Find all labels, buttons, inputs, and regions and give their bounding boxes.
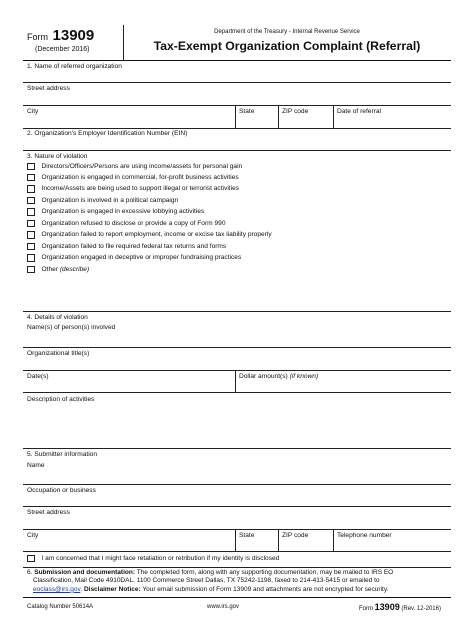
checkbox[interactable] [27, 197, 35, 205]
ein-field[interactable] [23, 129, 451, 150]
submitter-state-field[interactable] [236, 530, 278, 551]
footer-revision: (Rev. 12-2016) [401, 606, 441, 612]
checkbox[interactable] [27, 231, 35, 239]
submitter-city-field[interactable] [23, 530, 235, 551]
email-period: . [80, 585, 83, 593]
catalog-number: Catalog Number 50614A [27, 604, 94, 610]
description-field[interactable] [23, 405, 451, 447]
org-zip-label: ZIP code [282, 108, 309, 115]
checkbox[interactable] [27, 174, 35, 182]
option-label: Organization engaged in deceptive or improper fundraising practices [41, 254, 242, 262]
dollar-amount-note: (if known) [289, 373, 319, 380]
section6-number: 6. [27, 569, 33, 576]
org-street-label: Street address [27, 85, 70, 92]
submission-line-1 [27, 569, 449, 577]
org-street-field[interactable] [23, 83, 451, 105]
dollar-amount-text: Dollar amount(s) [239, 373, 288, 380]
option-label: Organization is engaged in commercial, for-profit business activities [41, 173, 239, 181]
option-label: Organization failed to file required federal tax returns and forms [41, 242, 227, 250]
telephone-field[interactable] [334, 530, 451, 551]
checkbox[interactable] [27, 163, 35, 171]
dollar-amount-field[interactable] [236, 371, 451, 392]
option-label: Organization failed to report employment, income or excise tax liability properly [41, 231, 272, 239]
disclaimer-text: Your email submission of Form 13909 and attachments are not encrypted for security. [142, 585, 389, 593]
org-city-field[interactable] [23, 106, 235, 128]
other-describe-hint: (describe) [59, 265, 90, 273]
dates-field[interactable] [23, 371, 235, 392]
irs-form-13909 [23, 25, 451, 621]
submission-text-1: The completed form, along with any supporting documentation, may be mailed to IRS EO [136, 569, 394, 576]
submission-heading: Submission and documentation: [34, 569, 135, 576]
description-label: Description of activities [27, 396, 95, 403]
org-name-label: 1. Name of referred organization [27, 63, 122, 70]
checkbox[interactable] [27, 220, 35, 228]
violation-option-tax-liability[interactable] [27, 231, 272, 240]
submitter-street-field[interactable] [23, 507, 451, 529]
submission-notes [27, 569, 449, 594]
checkbox[interactable] [27, 555, 35, 563]
checkbox[interactable] [27, 185, 35, 193]
org-state-field[interactable] [236, 106, 278, 128]
form-title: Tax-Exempt Organization Complaint (Referral) [153, 39, 421, 53]
occupation-field[interactable] [23, 485, 451, 506]
other-description-field[interactable] [23, 277, 451, 310]
form-number: 13909 [52, 27, 95, 44]
dates-label: Date(s) [27, 373, 49, 380]
violation-option-other[interactable] [27, 265, 89, 274]
form-date: (December 2016) [35, 46, 90, 53]
submission-line-2 [27, 577, 449, 585]
option-label: Organization refused to disclose or provide a copy of Form 990 [41, 219, 226, 227]
submitter-name-label: Name [27, 462, 45, 469]
org-city-label: City [27, 108, 39, 115]
org-titles-label: Organizational title(s) [27, 350, 90, 357]
violation-option-political[interactable] [27, 196, 178, 205]
violation-option-form-990[interactable] [27, 219, 226, 228]
submission-text-2: Classification, Mail Code 4910DAL, 1100 Commerce Street Dallas, TX 75242-1198, faxed to 214-413-5415 or emailed to [33, 577, 380, 585]
website: www.irs.gov [207, 604, 240, 610]
checkbox[interactable] [27, 243, 35, 251]
other-label: Other [41, 265, 58, 273]
persons-involved-field[interactable] [23, 332, 451, 347]
violation-option-personal-gain[interactable] [27, 162, 242, 171]
form-label [27, 27, 94, 44]
email-link[interactable]: eoclass@irs.gov [33, 585, 81, 593]
details-section-title: 4. Details of violation [27, 314, 88, 321]
ein-label: 2. Organization's Employer Identification Number (EIN) [27, 130, 188, 137]
telephone-label: Telephone number [337, 532, 392, 539]
violation-option-lobbying[interactable] [27, 208, 204, 217]
org-zip-field[interactable] [279, 106, 333, 128]
option-label: Organization is involved in a political campaign [41, 196, 179, 204]
option-label: Income/Assets are being used to support illegal or terrorist activities [41, 185, 240, 193]
disclaimer-heading: Disclaimer Notice: [83, 585, 141, 593]
form-word: Form [27, 32, 48, 42]
violation-option-returns[interactable] [27, 242, 226, 251]
submitter-name-field[interactable] [23, 470, 451, 484]
occupation-label: Occupation or business [27, 487, 96, 494]
submitter-city-label: City [27, 532, 39, 539]
submitter-zip-label: ZIP code [282, 532, 309, 539]
checkbox[interactable] [27, 208, 35, 216]
violation-option-illegal[interactable] [27, 185, 239, 194]
submission-line-3 [27, 586, 449, 594]
option-label: Organization is engaged in excessive lobbying activities [41, 208, 205, 216]
retaliation-concern-option[interactable] [27, 554, 279, 563]
persons-involved-label: Name(s) of person(s) involved [27, 324, 116, 331]
org-name-field[interactable] [23, 61, 451, 82]
submitter-zip-field[interactable] [279, 530, 333, 551]
referral-date-field[interactable] [334, 106, 451, 128]
checkbox[interactable] [27, 266, 35, 274]
org-titles-field[interactable] [23, 348, 451, 370]
referral-date-label: Date of referral [337, 108, 381, 115]
violation-section-title: 3. Nature of violation [27, 153, 88, 160]
submitter-state-label: State [239, 532, 255, 539]
footer-form-number: 13909 [374, 602, 400, 612]
violation-option-fundraising[interactable] [27, 254, 241, 263]
footer-form-word: Form [359, 606, 373, 612]
checkbox[interactable] [27, 254, 35, 262]
submitter-section-title: 5. Submitter information [27, 451, 97, 458]
option-label: Directors/Officers/Persons are using income/assets for personal gain [41, 162, 243, 170]
org-state-label: State [239, 108, 255, 115]
submitter-street-label: Street address [27, 509, 70, 516]
retaliation-concern-label: I am concerned that I might face retaliation or retribution if my identity is disclosed [41, 554, 280, 562]
footer-form-id [359, 602, 441, 613]
violation-option-commercial[interactable] [27, 173, 239, 182]
footer-rule [23, 597, 451, 598]
department-name: Department of the Treasury - Internal Revenue Service [214, 29, 360, 35]
